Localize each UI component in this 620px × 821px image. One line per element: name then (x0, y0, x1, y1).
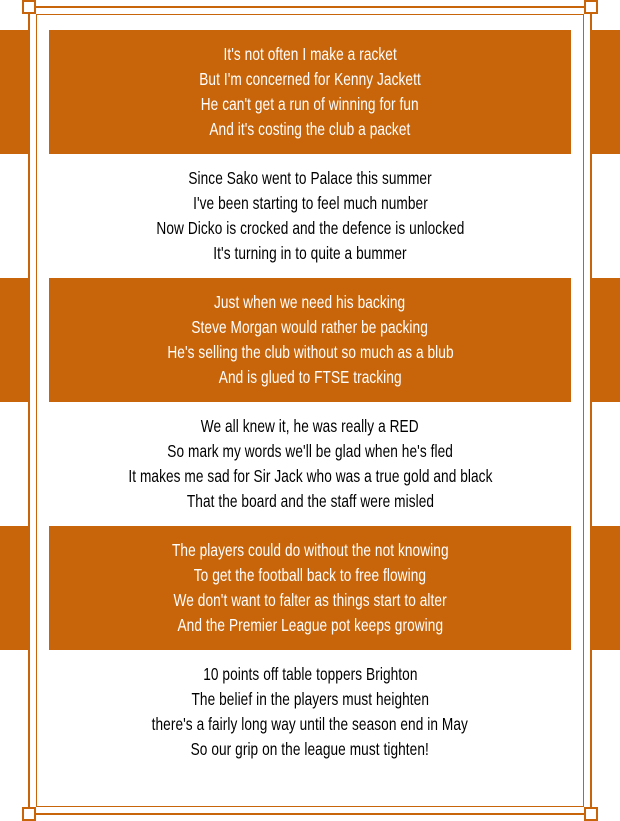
frame-corner-ornament (584, 0, 598, 14)
poem-line: We all knew it, he was really a RED (201, 416, 419, 436)
poem-line: The players could do without the not knowing (171, 540, 449, 560)
poem-line: So mark my words we'll be glad when he's fled (167, 441, 453, 461)
poem-line: Now Dicko is crocked and the defence is unlocked (155, 218, 465, 238)
poem-line: He's selling the club without so much as a blub (166, 342, 454, 362)
stanza-5 (49, 526, 571, 650)
poem-line: It's turning in to quite a bummer (213, 243, 407, 263)
poem-line: And is glued to FTSE tracking (218, 367, 402, 387)
poem-line: And it's costing the club a packet (209, 119, 411, 139)
poem-line: Just when we need his backing (214, 292, 406, 312)
frame-corner-ornament (22, 807, 36, 821)
poem-line: Steve Morgan would rather be packing (191, 317, 429, 337)
stanza-4 (49, 402, 571, 526)
poem-line: It makes me sad for Sir Jack who was a true gold and black (127, 466, 493, 486)
poem-line: But I'm concerned for Kenny Jackett (199, 69, 421, 89)
poem-line: So our grip on the league must tighten! (190, 739, 430, 759)
poem-line: It's not often I make a racket (223, 44, 397, 64)
poem-line: The belief in the players must heighten (191, 689, 429, 709)
poem-line: I've been starting to feel much number (192, 193, 428, 213)
stanza-3 (49, 278, 571, 402)
poem-line: We don't want to falter as things start to alter (173, 590, 447, 610)
poem-line: That the board and the staff were misled (186, 491, 434, 511)
frame-corner-ornament (584, 807, 598, 821)
frame-corner-ornament (22, 0, 36, 14)
poem-line: To get the football back to free flowing (193, 565, 427, 585)
poem-line: And the Premier League pot keeps growing (177, 615, 443, 635)
poem-line: Since Sako went to Palace this summer (188, 168, 432, 188)
stanza-1 (49, 30, 571, 154)
poem-line: there's a fairly long way until the season end in May (151, 714, 469, 734)
poem-line: 10 points off table toppers Brighton (202, 664, 418, 684)
poem-line: He can't get a run of winning for fun (201, 94, 419, 114)
stanza-6 (49, 650, 571, 774)
stanza-2 (49, 154, 571, 278)
